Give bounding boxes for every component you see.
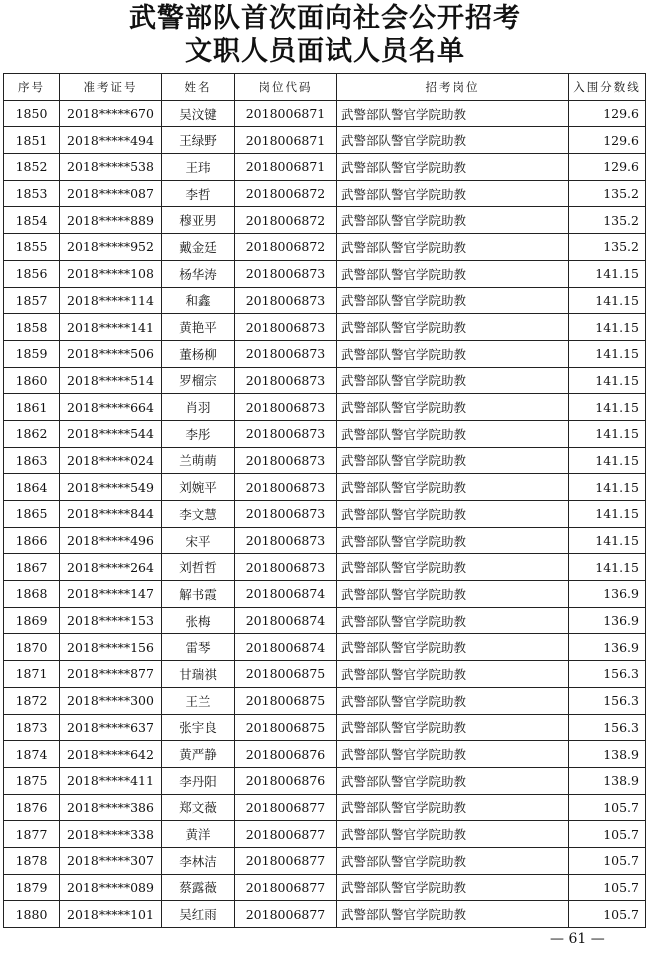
position-cell: 武警部队警官学院助教 xyxy=(337,901,569,928)
exam-id-cell: 2018*****114 xyxy=(60,287,162,314)
serial-cell: 1859 xyxy=(4,340,60,367)
name-cell: 和鑫 xyxy=(162,287,235,314)
cutoff-score-cell: 156.3 xyxy=(569,687,646,714)
exam-id-cell: 2018*****549 xyxy=(60,474,162,501)
name-cell: 吴汶键 xyxy=(162,100,235,127)
serial-cell: 1858 xyxy=(4,314,60,341)
name-cell: 穆亚男 xyxy=(162,207,235,234)
exam-id-cell: 2018*****844 xyxy=(60,501,162,528)
position-code-cell: 2018006873 xyxy=(235,340,337,367)
name-cell: 蔡露薇 xyxy=(162,874,235,901)
serial-cell: 1851 xyxy=(4,127,60,154)
serial-cell: 1853 xyxy=(4,180,60,207)
cutoff-score-cell: 105.7 xyxy=(569,901,646,928)
exam-id-cell: 2018*****889 xyxy=(60,207,162,234)
position-code-cell: 2018006873 xyxy=(235,287,337,314)
table-row xyxy=(4,447,646,474)
position-code-cell: 2018006875 xyxy=(235,687,337,714)
position-code-cell: 2018006873 xyxy=(235,394,337,421)
name-cell: 宋平 xyxy=(162,527,235,554)
name-cell: 甘瑞祺 xyxy=(162,661,235,688)
position-cell: 武警部队警官学院助教 xyxy=(337,714,569,741)
serial-cell: 1856 xyxy=(4,260,60,287)
name-cell: 黄洋 xyxy=(162,821,235,848)
cutoff-score-cell: 141.15 xyxy=(569,527,646,554)
exam-id-cell: 2018*****637 xyxy=(60,714,162,741)
cutoff-score-cell: 136.9 xyxy=(569,634,646,661)
serial-cell: 1857 xyxy=(4,287,60,314)
serial-cell: 1867 xyxy=(4,554,60,581)
position-code-cell: 2018006875 xyxy=(235,661,337,688)
position-cell: 武警部队警官学院助教 xyxy=(337,501,569,528)
cutoff-score-cell: 141.15 xyxy=(569,340,646,367)
serial-cell: 1868 xyxy=(4,581,60,608)
position-code-cell: 2018006872 xyxy=(235,234,337,261)
name-cell: 刘哲哲 xyxy=(162,554,235,581)
name-cell: 吴红雨 xyxy=(162,901,235,928)
table-row xyxy=(4,287,646,314)
position-cell: 武警部队警官学院助教 xyxy=(337,794,569,821)
header-position: 招考岗位 xyxy=(337,74,569,101)
position-code-cell: 2018006871 xyxy=(235,154,337,181)
position-cell: 武警部队警官学院助教 xyxy=(337,287,569,314)
cutoff-score-cell: 129.6 xyxy=(569,154,646,181)
name-cell: 戴金廷 xyxy=(162,234,235,261)
position-cell: 武警部队警官学院助教 xyxy=(337,874,569,901)
name-cell: 李哲 xyxy=(162,180,235,207)
exam-id-cell: 2018*****101 xyxy=(60,901,162,928)
serial-cell: 1854 xyxy=(4,207,60,234)
serial-cell: 1863 xyxy=(4,447,60,474)
table-row xyxy=(4,501,646,528)
table-row xyxy=(4,127,646,154)
cutoff-score-cell: 136.9 xyxy=(569,607,646,634)
exam-id-cell: 2018*****156 xyxy=(60,634,162,661)
table-row xyxy=(4,901,646,928)
header-cutoff-score: 入围分数线 xyxy=(569,74,646,101)
name-cell: 雷琴 xyxy=(162,634,235,661)
cutoff-score-cell: 129.6 xyxy=(569,127,646,154)
cutoff-score-cell: 141.15 xyxy=(569,501,646,528)
position-cell: 武警部队警官学院助教 xyxy=(337,821,569,848)
table-row xyxy=(4,154,646,181)
table-row xyxy=(4,180,646,207)
name-cell: 刘婉平 xyxy=(162,474,235,501)
serial-cell: 1872 xyxy=(4,687,60,714)
cutoff-score-cell: 135.2 xyxy=(569,234,646,261)
position-code-cell: 2018006875 xyxy=(235,714,337,741)
name-cell: 黄严静 xyxy=(162,741,235,768)
cutoff-score-cell: 141.15 xyxy=(569,367,646,394)
serial-cell: 1865 xyxy=(4,501,60,528)
exam-id-cell: 2018*****506 xyxy=(60,340,162,367)
position-code-cell: 2018006877 xyxy=(235,794,337,821)
cutoff-score-cell: 135.2 xyxy=(569,207,646,234)
table-row xyxy=(4,767,646,794)
name-cell: 李丹阳 xyxy=(162,767,235,794)
exam-id-cell: 2018*****147 xyxy=(60,581,162,608)
cutoff-score-cell: 129.6 xyxy=(569,100,646,127)
cutoff-score-cell: 141.15 xyxy=(569,287,646,314)
name-cell: 解书霞 xyxy=(162,581,235,608)
position-cell: 武警部队警官学院助教 xyxy=(337,661,569,688)
position-code-cell: 2018006873 xyxy=(235,367,337,394)
header-exam-id: 准考证号 xyxy=(60,74,162,101)
position-code-cell: 2018006873 xyxy=(235,260,337,287)
cutoff-score-cell: 141.15 xyxy=(569,314,646,341)
table-row xyxy=(4,794,646,821)
serial-cell: 1861 xyxy=(4,394,60,421)
position-cell: 武警部队警官学院助教 xyxy=(337,634,569,661)
cutoff-score-cell: 141.15 xyxy=(569,394,646,421)
name-cell: 黄艳平 xyxy=(162,314,235,341)
position-code-cell: 2018006871 xyxy=(235,100,337,127)
position-cell: 武警部队警官学院助教 xyxy=(337,527,569,554)
document-title-line-2: 文职人员面试人员名单 xyxy=(185,36,465,67)
table-row xyxy=(4,634,646,661)
serial-cell: 1852 xyxy=(4,154,60,181)
exam-id-cell: 2018*****024 xyxy=(60,447,162,474)
name-cell: 郑文薇 xyxy=(162,794,235,821)
position-code-cell: 2018006877 xyxy=(235,901,337,928)
position-code-cell: 2018006877 xyxy=(235,874,337,901)
position-code-cell: 2018006873 xyxy=(235,554,337,581)
serial-cell: 1874 xyxy=(4,741,60,768)
table-row xyxy=(4,340,646,367)
position-code-cell: 2018006873 xyxy=(235,314,337,341)
header-name: 姓名 xyxy=(162,74,235,101)
exam-id-cell: 2018*****664 xyxy=(60,394,162,421)
cutoff-score-cell: 105.7 xyxy=(569,874,646,901)
serial-cell: 1870 xyxy=(4,634,60,661)
position-cell: 武警部队警官学院助教 xyxy=(337,420,569,447)
position-cell: 武警部队警官学院助教 xyxy=(337,607,569,634)
exam-id-cell: 2018*****670 xyxy=(60,100,162,127)
name-cell: 张梅 xyxy=(162,607,235,634)
serial-cell: 1875 xyxy=(4,767,60,794)
position-cell: 武警部队警官学院助教 xyxy=(337,687,569,714)
table-row xyxy=(4,874,646,901)
serial-cell: 1850 xyxy=(4,100,60,127)
position-code-cell: 2018006873 xyxy=(235,474,337,501)
table-row xyxy=(4,234,646,261)
table-row xyxy=(4,607,646,634)
header-position-code: 岗位代码 xyxy=(235,74,337,101)
exam-id-cell: 2018*****087 xyxy=(60,180,162,207)
serial-cell: 1864 xyxy=(4,474,60,501)
cutoff-score-cell: 141.15 xyxy=(569,474,646,501)
name-cell: 王玮 xyxy=(162,154,235,181)
position-cell: 武警部队警官学院助教 xyxy=(337,127,569,154)
serial-cell: 1862 xyxy=(4,420,60,447)
exam-id-cell: 2018*****338 xyxy=(60,821,162,848)
header-serial: 序号 xyxy=(4,74,60,101)
position-cell: 武警部队警官学院助教 xyxy=(337,394,569,421)
table-row xyxy=(4,314,646,341)
exam-id-cell: 2018*****514 xyxy=(60,367,162,394)
exam-id-cell: 2018*****089 xyxy=(60,874,162,901)
serial-cell: 1860 xyxy=(4,367,60,394)
exam-id-cell: 2018*****496 xyxy=(60,527,162,554)
name-cell: 杨华涛 xyxy=(162,260,235,287)
table-row xyxy=(4,474,646,501)
position-cell: 武警部队警官学院助教 xyxy=(337,314,569,341)
position-cell: 武警部队警官学院助教 xyxy=(337,767,569,794)
position-cell: 武警部队警官学院助教 xyxy=(337,340,569,367)
table-row xyxy=(4,100,646,127)
page-number: — 61 — xyxy=(550,931,605,947)
table-row xyxy=(4,714,646,741)
table-row xyxy=(4,420,646,447)
position-code-cell: 2018006873 xyxy=(235,501,337,528)
exam-id-cell: 2018*****264 xyxy=(60,554,162,581)
cutoff-score-cell: 105.7 xyxy=(569,794,646,821)
position-code-cell: 2018006874 xyxy=(235,581,337,608)
table-row xyxy=(4,821,646,848)
serial-cell: 1871 xyxy=(4,661,60,688)
name-cell: 肖羽 xyxy=(162,394,235,421)
name-cell: 罗榴宗 xyxy=(162,367,235,394)
table-row xyxy=(4,581,646,608)
serial-cell: 1878 xyxy=(4,847,60,874)
position-cell: 武警部队警官学院助教 xyxy=(337,100,569,127)
exam-id-cell: 2018*****544 xyxy=(60,420,162,447)
serial-cell: 1879 xyxy=(4,874,60,901)
cutoff-score-cell: 141.15 xyxy=(569,420,646,447)
candidate-table xyxy=(3,73,646,928)
cutoff-score-cell: 105.7 xyxy=(569,821,646,848)
position-code-cell: 2018006873 xyxy=(235,527,337,554)
position-code-cell: 2018006872 xyxy=(235,180,337,207)
cutoff-score-cell: 141.15 xyxy=(569,447,646,474)
exam-id-cell: 2018*****494 xyxy=(60,127,162,154)
position-cell: 武警部队警官学院助教 xyxy=(337,447,569,474)
exam-id-cell: 2018*****300 xyxy=(60,687,162,714)
exam-id-cell: 2018*****952 xyxy=(60,234,162,261)
name-cell: 李文慧 xyxy=(162,501,235,528)
serial-cell: 1866 xyxy=(4,527,60,554)
name-cell: 李彤 xyxy=(162,420,235,447)
exam-id-cell: 2018*****153 xyxy=(60,607,162,634)
table-row xyxy=(4,661,646,688)
exam-id-cell: 2018*****538 xyxy=(60,154,162,181)
name-cell: 董杨柳 xyxy=(162,340,235,367)
table-row xyxy=(4,554,646,581)
position-code-cell: 2018006874 xyxy=(235,634,337,661)
name-cell: 兰萌萌 xyxy=(162,447,235,474)
position-code-cell: 2018006876 xyxy=(235,767,337,794)
serial-cell: 1877 xyxy=(4,821,60,848)
cutoff-score-cell: 156.3 xyxy=(569,661,646,688)
exam-id-cell: 2018*****141 xyxy=(60,314,162,341)
table-row xyxy=(4,260,646,287)
position-code-cell: 2018006873 xyxy=(235,447,337,474)
position-code-cell: 2018006876 xyxy=(235,741,337,768)
name-cell: 李林洁 xyxy=(162,847,235,874)
name-cell: 张宇良 xyxy=(162,714,235,741)
position-cell: 武警部队警官学院助教 xyxy=(337,741,569,768)
table-row xyxy=(4,394,646,421)
position-cell: 武警部队警官学院助教 xyxy=(337,847,569,874)
serial-cell: 1873 xyxy=(4,714,60,741)
exam-id-cell: 2018*****642 xyxy=(60,741,162,768)
table-row xyxy=(4,847,646,874)
name-cell: 王兰 xyxy=(162,687,235,714)
name-cell: 王绿野 xyxy=(162,127,235,154)
position-cell: 武警部队警官学院助教 xyxy=(337,260,569,287)
position-code-cell: 2018006877 xyxy=(235,821,337,848)
cutoff-score-cell: 135.2 xyxy=(569,180,646,207)
exam-id-cell: 2018*****108 xyxy=(60,260,162,287)
serial-cell: 1876 xyxy=(4,794,60,821)
position-code-cell: 2018006874 xyxy=(235,607,337,634)
serial-cell: 1880 xyxy=(4,901,60,928)
table-row xyxy=(4,687,646,714)
position-code-cell: 2018006872 xyxy=(235,207,337,234)
cutoff-score-cell: 156.3 xyxy=(569,714,646,741)
exam-id-cell: 2018*****877 xyxy=(60,661,162,688)
table-header-row xyxy=(4,74,646,101)
position-code-cell: 2018006871 xyxy=(235,127,337,154)
cutoff-score-cell: 141.15 xyxy=(569,554,646,581)
serial-cell: 1869 xyxy=(4,607,60,634)
position-code-cell: 2018006873 xyxy=(235,420,337,447)
position-cell: 武警部队警官学院助教 xyxy=(337,154,569,181)
exam-id-cell: 2018*****386 xyxy=(60,794,162,821)
position-cell: 武警部队警官学院助教 xyxy=(337,207,569,234)
serial-cell: 1855 xyxy=(4,234,60,261)
position-cell: 武警部队警官学院助教 xyxy=(337,234,569,261)
exam-id-cell: 2018*****411 xyxy=(60,767,162,794)
table-row xyxy=(4,367,646,394)
table-row xyxy=(4,207,646,234)
cutoff-score-cell: 105.7 xyxy=(569,847,646,874)
exam-id-cell: 2018*****307 xyxy=(60,847,162,874)
cutoff-score-cell: 138.9 xyxy=(569,767,646,794)
cutoff-score-cell: 136.9 xyxy=(569,581,646,608)
position-cell: 武警部队警官学院助教 xyxy=(337,180,569,207)
cutoff-score-cell: 138.9 xyxy=(569,741,646,768)
cutoff-score-cell: 141.15 xyxy=(569,260,646,287)
position-code-cell: 2018006877 xyxy=(235,847,337,874)
position-cell: 武警部队警官学院助教 xyxy=(337,367,569,394)
position-cell: 武警部队警官学院助教 xyxy=(337,581,569,608)
position-cell: 武警部队警官学院助教 xyxy=(337,554,569,581)
table-row xyxy=(4,741,646,768)
document-title-line-1: 武警部队首次面向社会公开招考 xyxy=(129,3,521,34)
table-row xyxy=(4,527,646,554)
position-cell: 武警部队警官学院助教 xyxy=(337,474,569,501)
